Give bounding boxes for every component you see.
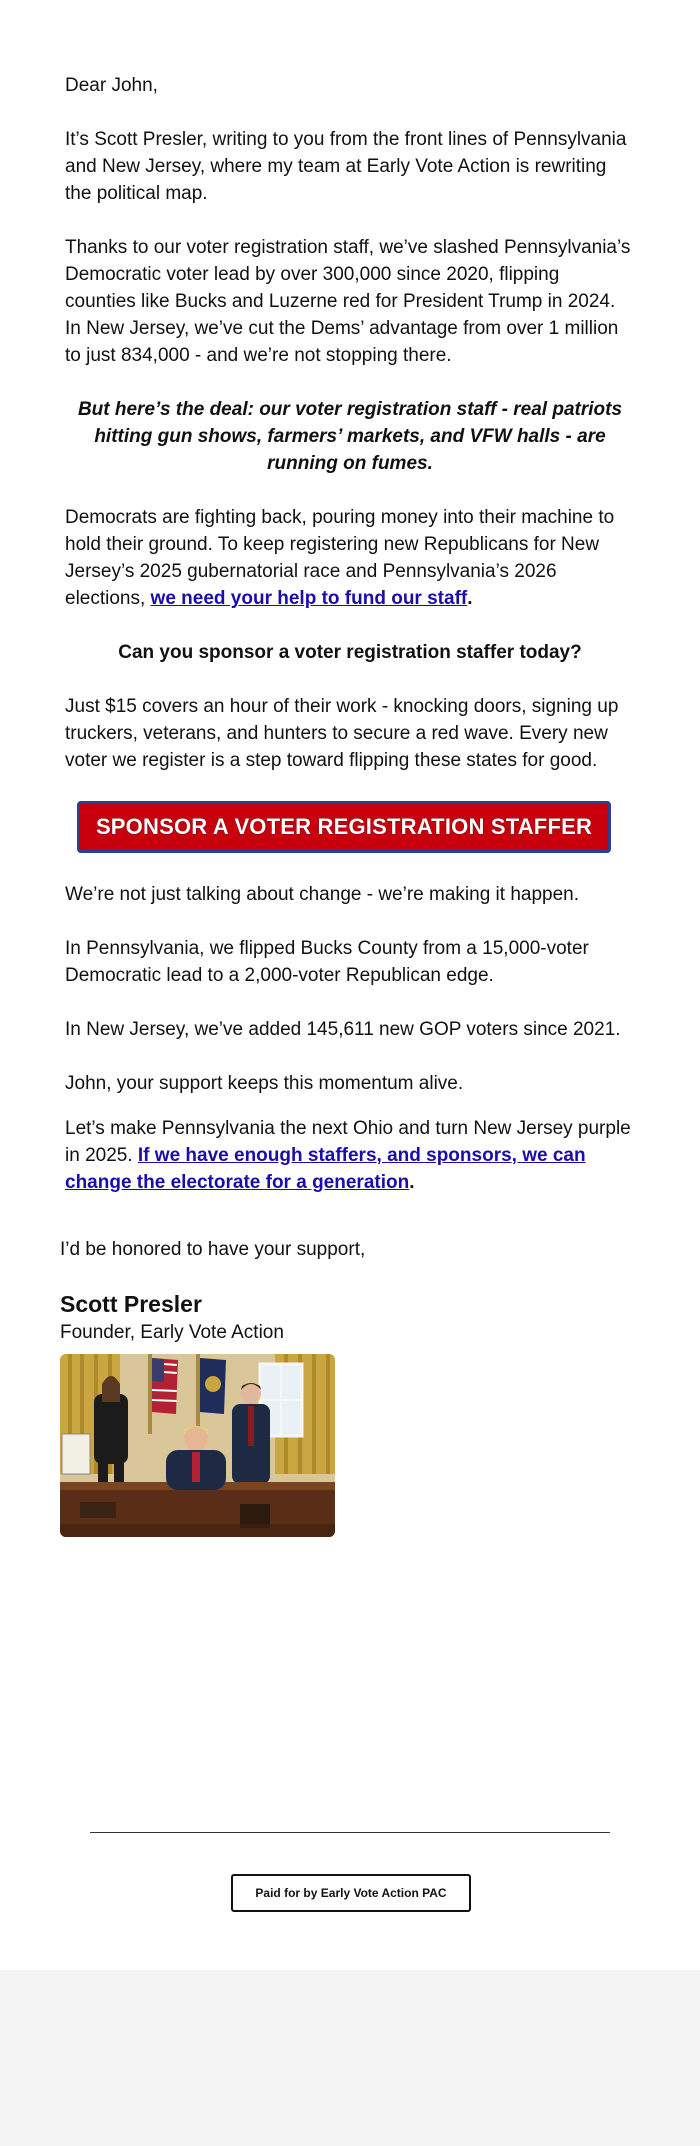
paragraph-ohio [65,1115,635,1196]
paragraph-democrats [65,504,635,612]
paragraph-intro: It’s Scott Presler, writing to you from the front lines of Pennsylvania and New Jersey, where my team at Early Vote Action is rewriting the political map. [65,129,627,204]
cta-wrapper [65,801,635,853]
paragraph-democrats-end: . [467,588,473,609]
paragraph-ohio-end: . [409,1172,415,1193]
paragraph-sponsor-question: Can you sponsor a voter registration staffer today? [118,642,582,663]
paragraph-ohio-text: Let’s make Pennsylvania the next Ohio and turn New Jersey purple in 2025. [65,1118,631,1166]
signoff-closing: I’d be honored to have your support, [60,1239,366,1260]
email-content [60,72,635,1537]
signoff-name: Scott Presler [60,1291,202,1317]
signoff [60,1236,635,1344]
paragraph-momentum: John, your support keeps this momentum alive. [65,1073,464,1094]
oval-office-photo [60,1354,335,1537]
paragraph-deal: But here’s the deal: our voter registration staff - real patriots hitting gun shows, farmers’ markets, and VFW halls - are running on fumes. [77,399,623,474]
fund-staff-link[interactable]: we need your help to fund our staff [150,588,468,609]
oval-office-photo-illustration [60,1354,335,1537]
paragraph-nj: In New Jersey, we’ve added 145,611 new GOP voters since 2021. [65,1019,621,1040]
footer-divider [90,1832,610,1833]
paragraph-results: Thanks to our voter registration staff, we’ve slashed Pennsylvania’s Democratic voter lead by over 300,000 since 2020, flipping counties like Bucks and Luzerne red for President Trump in 2024. In New Jersey, we’ve cut the Dems’ advantage from over 1 million to just 834,000 - and we’re not stopping there. [65,237,631,366]
change-electorate-link[interactable]: If we have enough staffers, and sponsors, we can change the electorate for a generation [65,1145,586,1193]
paragraph-bucks: In Pennsylvania, we flipped Bucks County from a 15,000-voter Democratic lead to a 2,000-voter Republican edge. [65,938,589,986]
paragraph-democrats-text: Democrats are fighting back, pouring money into their machine to hold their ground. To keep registering new Republicans for New Jersey’s 2025 gubernatorial race and Pennsylvania’s 2026 elections, [65,507,615,609]
paragraph-cost: Just $15 covers an hour of their work - knocking doors, signing up truckers, veterans, and hunters to secure a red wave. Every new voter we register is a step toward flipping these states for good. [65,696,619,771]
sponsor-staffer-button[interactable]: SPONSOR A VOTER REGISTRATION STAFFER [77,801,611,853]
paragraph-change: We’re not just talking about change - we’re making it happen. [65,884,580,905]
paid-for-disclaimer: Paid for by Early Vote Action PAC [231,1874,471,1912]
greeting: Dear John, [65,75,158,96]
signoff-role: Founder, Early Vote Action [60,1322,284,1343]
